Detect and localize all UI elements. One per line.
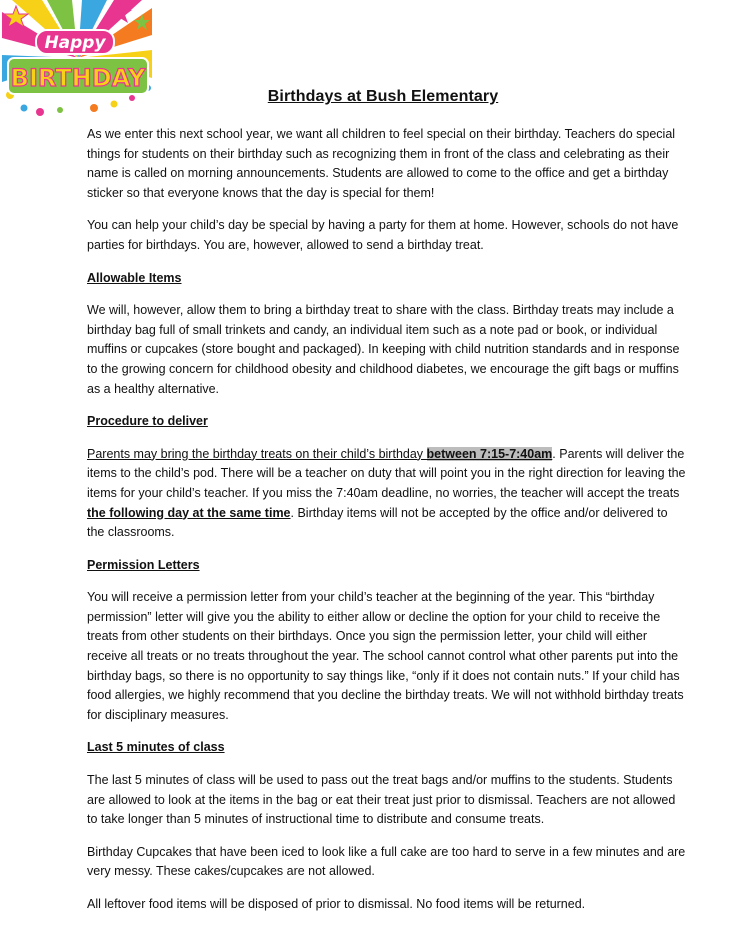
procedure-lead: Parents may bring the birthday treats on their child’s birthday bbox=[87, 446, 427, 461]
procedure-paragraph bbox=[87, 445, 687, 543]
procedure-mid: . Parents will deliver the items to the child’s pod. There will be a teacher on duty that will point you in the right direction for leaving the items for your child’s teacher. If you miss the 7:40am deadline, no worries, the teacher will accept the treats bbox=[87, 446, 686, 500]
logo-text-birthday: BIRTHDAY bbox=[10, 64, 146, 92]
document-body bbox=[87, 125, 687, 928]
procedure-time: between 7:15-7:40am bbox=[426, 446, 553, 461]
last5-paragraph-2: Birthday Cupcakes that have been iced to look like a full cake are too hard to serve in a few minutes and are very messy. These cakes/cupcakes are not allowed. bbox=[87, 844, 686, 879]
intro-paragraph-1: As we enter this next school year, we want all children to feel special on their birthday. Teachers do special things for students on their birthday such as recognizing them in front of the class and celebrating as their name is called on morning announcements. Students are allowed to come to the office and get a birthday sticker so that everyone knows that the day is special for them! bbox=[87, 127, 676, 200]
last5-paragraph-1: The last 5 minutes of class will be used to pass out the treat bags and/or muffins to the students. Students are allowed to look at the items in the bag or eat their treat just prior to dismissal. Teachers are not allowed to take longer than 5 minutes of instructional time to distribute and consume treats. bbox=[87, 773, 676, 827]
procedure-tail: . Birthday items will not be accepted by the office and/or delivered to the classrooms. bbox=[87, 505, 668, 540]
allowable-paragraph: We will, however, allow them to bring a birthday treat to share with the class. Birthday treats may include a birthday bag full of small trinkets and candy, an individual item such as a note pad or book, or individual muffins or cupcakes (store bought and packaged). In keeping with child nutrition standards and in response to the growing concern for childhood obesity and childhood diabetes, we encourage the gift bags or muffins as a healthy alternative. bbox=[87, 303, 680, 396]
heading-allowable-items: Allowable Items bbox=[87, 270, 182, 285]
last5-paragraph-3: All leftover food items will be disposed of prior to dismissal. No food items will be returned. bbox=[87, 897, 586, 911]
permission-paragraph: You will receive a permission letter from your child’s teacher at the beginning of the year. This “birthday permission” letter will give you the ability to either allow or decline the option for your child to receive the treats from other students on their birthdays. Once you sign the permission letter, your child will either receive all treats or no treats throughout the year. The school cannot control what other parents put into the birthday bags, so there is no opportunity to say things like, “only if it does not contain nuts.” If your child has food allergies, we highly recommend that you decline the birthday treats. We will not withhold birthday treats for disciplinary measures. bbox=[87, 590, 684, 722]
heading-permission-letters: Permission Letters bbox=[87, 557, 200, 572]
procedure-next-day: the following day at the same time bbox=[87, 505, 291, 520]
logo-text-happy: Happy bbox=[44, 33, 106, 53]
intro-paragraph-2: You can help your child’s day be special by having a party for them at home. However, schools do not have parties for birthdays. You are, however, allowed to send a birthday treat. bbox=[87, 218, 679, 252]
heading-procedure: Procedure to deliver bbox=[87, 414, 208, 429]
heading-last-5-minutes: Last 5 minutes of class bbox=[87, 740, 225, 755]
page-title: Birthdays at Bush Elementary bbox=[267, 88, 499, 105]
